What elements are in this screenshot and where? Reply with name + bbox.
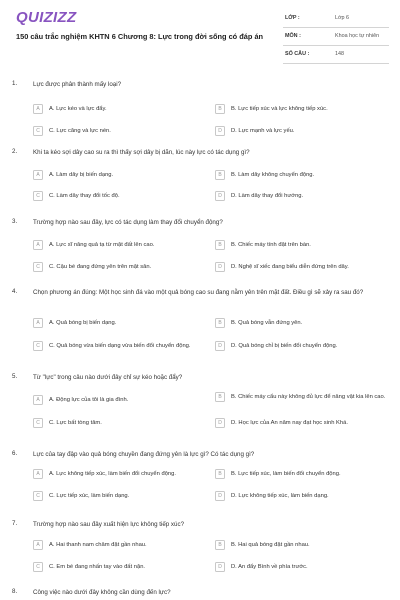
question-text: Trường hợp nào sau đây, lực có tác dụng làm thay đổi chuyển động? xyxy=(33,219,223,226)
meta-label: LỚP : xyxy=(285,15,300,21)
option-a[interactable] xyxy=(33,540,211,555)
option-text: B. Lực tiếp xúc và lực không tiếp xúc. xyxy=(231,106,328,112)
option-text: C. Cậu bé đang đứng yên trên mặt sân. xyxy=(49,264,152,270)
option-text: C. Em bé đang nhấn tay vào đất nặn. xyxy=(49,564,146,570)
option-text: B. Lực tiếp xúc, làm biến đổi chuyển động. xyxy=(231,471,341,477)
option-letter-box: D xyxy=(215,191,225,201)
option-b[interactable] xyxy=(215,318,393,333)
option-letter-box: B xyxy=(215,318,225,328)
option-letter-box: A xyxy=(33,104,43,114)
option-d[interactable] xyxy=(215,126,393,141)
option-a[interactable] xyxy=(33,170,211,185)
question-number: 4. xyxy=(12,288,18,295)
option-c[interactable] xyxy=(33,562,211,577)
option-text: A. Quả bóng bị biến dạng. xyxy=(49,320,117,326)
meta-value: Khoa học tự nhiên xyxy=(335,33,380,39)
option-letter-box: A xyxy=(33,240,43,250)
option-b[interactable] xyxy=(215,170,393,185)
option-text: B. Hai quả bóng đặt gần nhau. xyxy=(231,542,310,548)
question-text: Khi ta kéo sợi dây cao su ra thì thấy sợi dây bị dãn, lúc này lực có tác dụng gì? xyxy=(33,149,250,156)
option-text: B. Chiếc máy cẩu này không đủ lực để nâng vật kia lên cao. xyxy=(231,394,386,400)
option-letter-box: C xyxy=(33,418,43,428)
option-a[interactable] xyxy=(33,240,211,255)
option-letter-box: C xyxy=(33,491,43,501)
option-letter-box: A xyxy=(33,318,43,328)
option-letter-box: D xyxy=(215,418,225,428)
option-text: A. Làm dây bị biến dạng. xyxy=(49,172,114,178)
option-letter-box: A xyxy=(33,170,43,180)
question-text: Chọn phương án đúng: Một học sinh đá vào một quả bóng cao su đang nằm yên trên mặt đất. Điều gì sẽ xảy ra sau đó? xyxy=(33,289,364,296)
question-number: 5. xyxy=(12,373,18,380)
meta-label: SỐ CÂU : xyxy=(285,51,310,57)
option-text: C. Lực căng và lực nén. xyxy=(49,128,111,134)
option-letter-box: D xyxy=(215,491,225,501)
option-b[interactable] xyxy=(215,469,393,484)
question-number: 8. xyxy=(12,588,18,595)
option-text: A. Động lực của tôi là gia đình. xyxy=(49,397,129,403)
meta-value: Lớp 6 xyxy=(335,15,350,21)
option-letter-box: B xyxy=(215,540,225,550)
option-letter-box: D xyxy=(215,341,225,351)
option-letter-box: A xyxy=(33,395,43,405)
meta-row-count xyxy=(283,46,389,64)
option-b[interactable] xyxy=(215,392,393,407)
question-number: 1. xyxy=(12,80,18,87)
meta-value: 148 xyxy=(335,51,344,57)
option-letter-box: D xyxy=(215,262,225,272)
option-a[interactable] xyxy=(33,395,211,410)
option-text: D. Học lực của An năm nay đạt học sinh Khá. xyxy=(231,420,348,426)
question-text: Từ "lực" trong câu nào dưới đây chỉ sự kéo hoặc đẩy? xyxy=(33,374,183,381)
option-text: C. Làm dây thay đổi tốc độ. xyxy=(49,193,120,199)
question-number: 3. xyxy=(12,218,18,225)
option-letter-box: C xyxy=(33,341,43,351)
option-letter-box: B xyxy=(215,104,225,114)
option-letter-box: C xyxy=(33,562,43,572)
option-text: D. Quả bóng chỉ bị biến đổi chuyển động. xyxy=(231,343,338,349)
option-letter-box: A xyxy=(33,540,43,550)
question-number: 2. xyxy=(12,148,18,155)
option-c[interactable] xyxy=(33,191,211,206)
option-text: D. Lực mạnh và lực yếu. xyxy=(231,128,295,134)
option-text: A. Lực sĩ nâng quả tạ từ mặt đất lên cao. xyxy=(49,242,155,248)
quizizz-logo: QUIZIZZ xyxy=(16,9,77,26)
question-text: Công việc nào dưới đây không cần dùng đến lực? xyxy=(33,589,171,596)
option-a[interactable] xyxy=(33,318,211,333)
option-a[interactable] xyxy=(33,469,211,484)
question-text: Trường hợp nào sau đây xuất hiện lực không tiếp xúc? xyxy=(33,521,185,528)
question-text: Lực của tay đập vào quả bóng chuyền đang đứng yên là lực gì? Có tác dụng gì? xyxy=(33,451,255,458)
meta-table xyxy=(283,10,389,64)
option-letter-box: B xyxy=(215,469,225,479)
option-letter-box: C xyxy=(33,262,43,272)
option-text: A. Lực không tiếp xúc, làm biến đổi chuyển động. xyxy=(49,471,176,477)
option-d[interactable] xyxy=(215,562,393,577)
option-d[interactable] xyxy=(215,491,393,506)
option-letter-box: D xyxy=(215,126,225,136)
option-text: D. An đẩy Bình về phía trước. xyxy=(231,564,308,570)
option-text: D. Lực không tiếp xúc, làm biến dạng. xyxy=(231,493,329,499)
option-c[interactable] xyxy=(33,341,211,356)
option-letter-box: B xyxy=(215,392,225,402)
option-text: A. Hai thanh nam châm đặt gần nhau. xyxy=(49,542,147,548)
meta-label: MÔN : xyxy=(285,33,301,39)
meta-row-class xyxy=(283,10,389,28)
option-d[interactable] xyxy=(215,418,393,433)
option-letter-box: C xyxy=(33,191,43,201)
option-c[interactable] xyxy=(33,126,211,141)
option-text: C. Lực bất tòng tâm. xyxy=(49,420,102,426)
option-letter-box: A xyxy=(33,469,43,479)
option-b[interactable] xyxy=(215,540,393,555)
option-d[interactable] xyxy=(215,341,393,356)
option-text: C. Lực tiếp xúc, làm biến dạng. xyxy=(49,493,130,499)
option-c[interactable] xyxy=(33,491,211,506)
option-text: B. Quả bóng vẫn đứng yên. xyxy=(231,320,303,326)
option-text: B. Chiếc máy tính đặt trên bàn. xyxy=(231,242,311,248)
option-letter-box: B xyxy=(215,170,225,180)
meta-row-subject xyxy=(283,28,389,46)
option-c[interactable] xyxy=(33,418,211,433)
option-d[interactable] xyxy=(215,262,393,277)
option-text: C. Quả bóng vừa biến dạng vừa biến đổi chuyển động. xyxy=(49,343,191,349)
question-number: 7. xyxy=(12,520,18,527)
question-number: 6. xyxy=(12,450,18,457)
page-header xyxy=(0,0,400,68)
option-letter-box: C xyxy=(33,126,43,136)
option-text: A. Lực kéo và lực đẩy. xyxy=(49,106,107,112)
option-text: D. Làm dây thay đổi hướng. xyxy=(231,193,304,199)
option-text: B. Làm dây không chuyển động. xyxy=(231,172,315,178)
option-b[interactable] xyxy=(215,240,393,255)
option-text: D. Nghệ sĩ xiếc đang biểu diễn đứng trên dây. xyxy=(231,264,349,270)
option-d[interactable] xyxy=(215,191,393,206)
question-text: Lực được phân thành mấy loại? xyxy=(33,81,122,88)
option-a[interactable] xyxy=(33,104,211,119)
document-title: 150 câu trắc nghiệm KHTN 6 Chương 8: Lực trong đời sống có đáp án xyxy=(16,32,264,41)
option-letter-box: D xyxy=(215,562,225,572)
option-letter-box: B xyxy=(215,240,225,250)
option-c[interactable] xyxy=(33,262,211,277)
option-b[interactable] xyxy=(215,104,393,119)
